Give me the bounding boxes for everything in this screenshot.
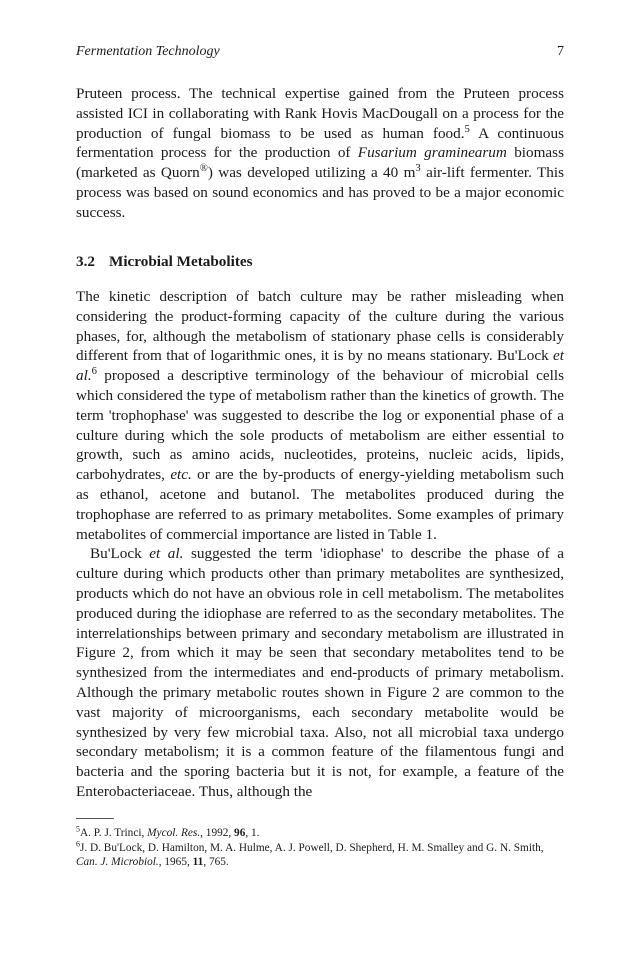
- footnote-6: [76, 841, 564, 870]
- species-name: Fusarium graminearum: [357, 144, 507, 162]
- journal-name: Can. J. Microbiol.: [76, 856, 159, 869]
- registered-mark: ®: [199, 163, 208, 175]
- text-run: , 1992,: [200, 827, 235, 839]
- footnote-ref-6: 6: [91, 366, 97, 378]
- footnote-mark: 6: [76, 839, 80, 849]
- text-run: J. D. Bu'Lock, D. Hamilton, M. A. Hulme, A. J. Powell, D. Shepherd, H. M. Smalley and G. N. Smith,: [79, 841, 544, 854]
- text-run: A continuous fermentation process for the production of: [76, 124, 564, 162]
- footnote-mark: 5: [76, 824, 80, 834]
- text-run: Pruteen process. The technical expertise gained from the Pruteen process assisted ICI in collaborating with Rank Hovis MacDougall on a process for the production of fungal biomass to be used as human food.: [76, 85, 564, 142]
- text-run: A. P. J. Trinci,: [79, 827, 148, 839]
- footnote-ref-5: 5: [464, 123, 470, 135]
- text-run: ) was developed utilizing a 40 m: [207, 164, 416, 182]
- footnote-rule: [76, 818, 114, 819]
- cubed-superscript: 3: [415, 163, 421, 175]
- footnote-5: [76, 826, 564, 841]
- paragraph-trophophase: [76, 287, 564, 544]
- paragraph-idiophase: [76, 544, 564, 801]
- journal-name: Mycol. Res.: [147, 827, 201, 839]
- paragraph-text: [76, 84, 564, 223]
- running-header: [76, 44, 564, 60]
- section-title: Microbial Metabolites: [108, 253, 253, 270]
- text-run: biomass (marketed as Quorn: [76, 144, 564, 182]
- section-heading: [76, 253, 253, 271]
- text-run: , 1965,: [158, 856, 193, 869]
- text-run: suggested the term 'idiophase' to describe the phase of a culture during which products other than primary metabolites are synthesized, products which do not have an obvious role in cell metabolism. The metabolites produced during the idiophase are referred to as the secondary metabolites. The interrelationships between primary and secondary metabolism are illustrated in Figure 2, from which it may be seen that secondary metabolites tend to be synthesized from the intermediates and end-products of primary metabolism. Although the primary metabolic routes shown in Figure 2 are common to the vast majority of microorganisms, each secondary metabolite would be synthesized by very few microbial taxa. Also, not all microbial taxa undergo secondary metabolism; it is a common feature of the filamentous fungi and bacteria and the sporing bacteria but it is not, for example, a feature of the Enterobacteriaceae. Thus, although the: [76, 545, 565, 800]
- et-al: et al.: [76, 347, 564, 385]
- running-title: Fermentation Technology: [76, 44, 220, 59]
- volume-number: 11: [192, 856, 204, 869]
- page-number: 7: [557, 44, 564, 59]
- section-body: [76, 287, 564, 802]
- text-run: , 765.: [203, 856, 229, 869]
- et-al: et al.: [149, 545, 184, 563]
- text-run: air-lift fermenter. This process was based on sound economics and has proved to be a major economic success.: [76, 164, 564, 221]
- volume-number: 96: [234, 827, 246, 839]
- text-run: proposed a descriptive terminology of the behaviour of microbial cells which considered the type of metabolism rather than the kinetics of growth. The term 'trophophase' was suggested to describe the log or exponential phase of a culture during which the sole products of metabolism are either essential to growth, such as amino acids, nucleotides, proteins, nucleic acids, lipids, carbohydrates,: [76, 367, 564, 484]
- footnotes: [76, 826, 564, 870]
- text-run: or are the by-products of energy-yielding metabolism such as ethanol, acetone and butanol. The metabolites produced during the trophophase are referred to as primary metabolites. Some examples of primary metabolites of commercial importance are listed in Table 1.: [76, 466, 564, 543]
- paragraph-pruteen: [76, 84, 564, 223]
- text-run: Bu'Lock: [90, 545, 150, 563]
- section-number: 3.2: [76, 253, 95, 270]
- etc-abbrev: etc.: [170, 466, 192, 484]
- text-run: , 1.: [245, 827, 260, 839]
- text-run: The kinetic description of batch culture may be rather misleading when considering the product-forming capacity of the culture during the various phases, for, although the metabolism of stationary phase cells is considerably different from that of logarithmic ones, it is by no means stationary. Bu'Lock: [76, 288, 564, 365]
